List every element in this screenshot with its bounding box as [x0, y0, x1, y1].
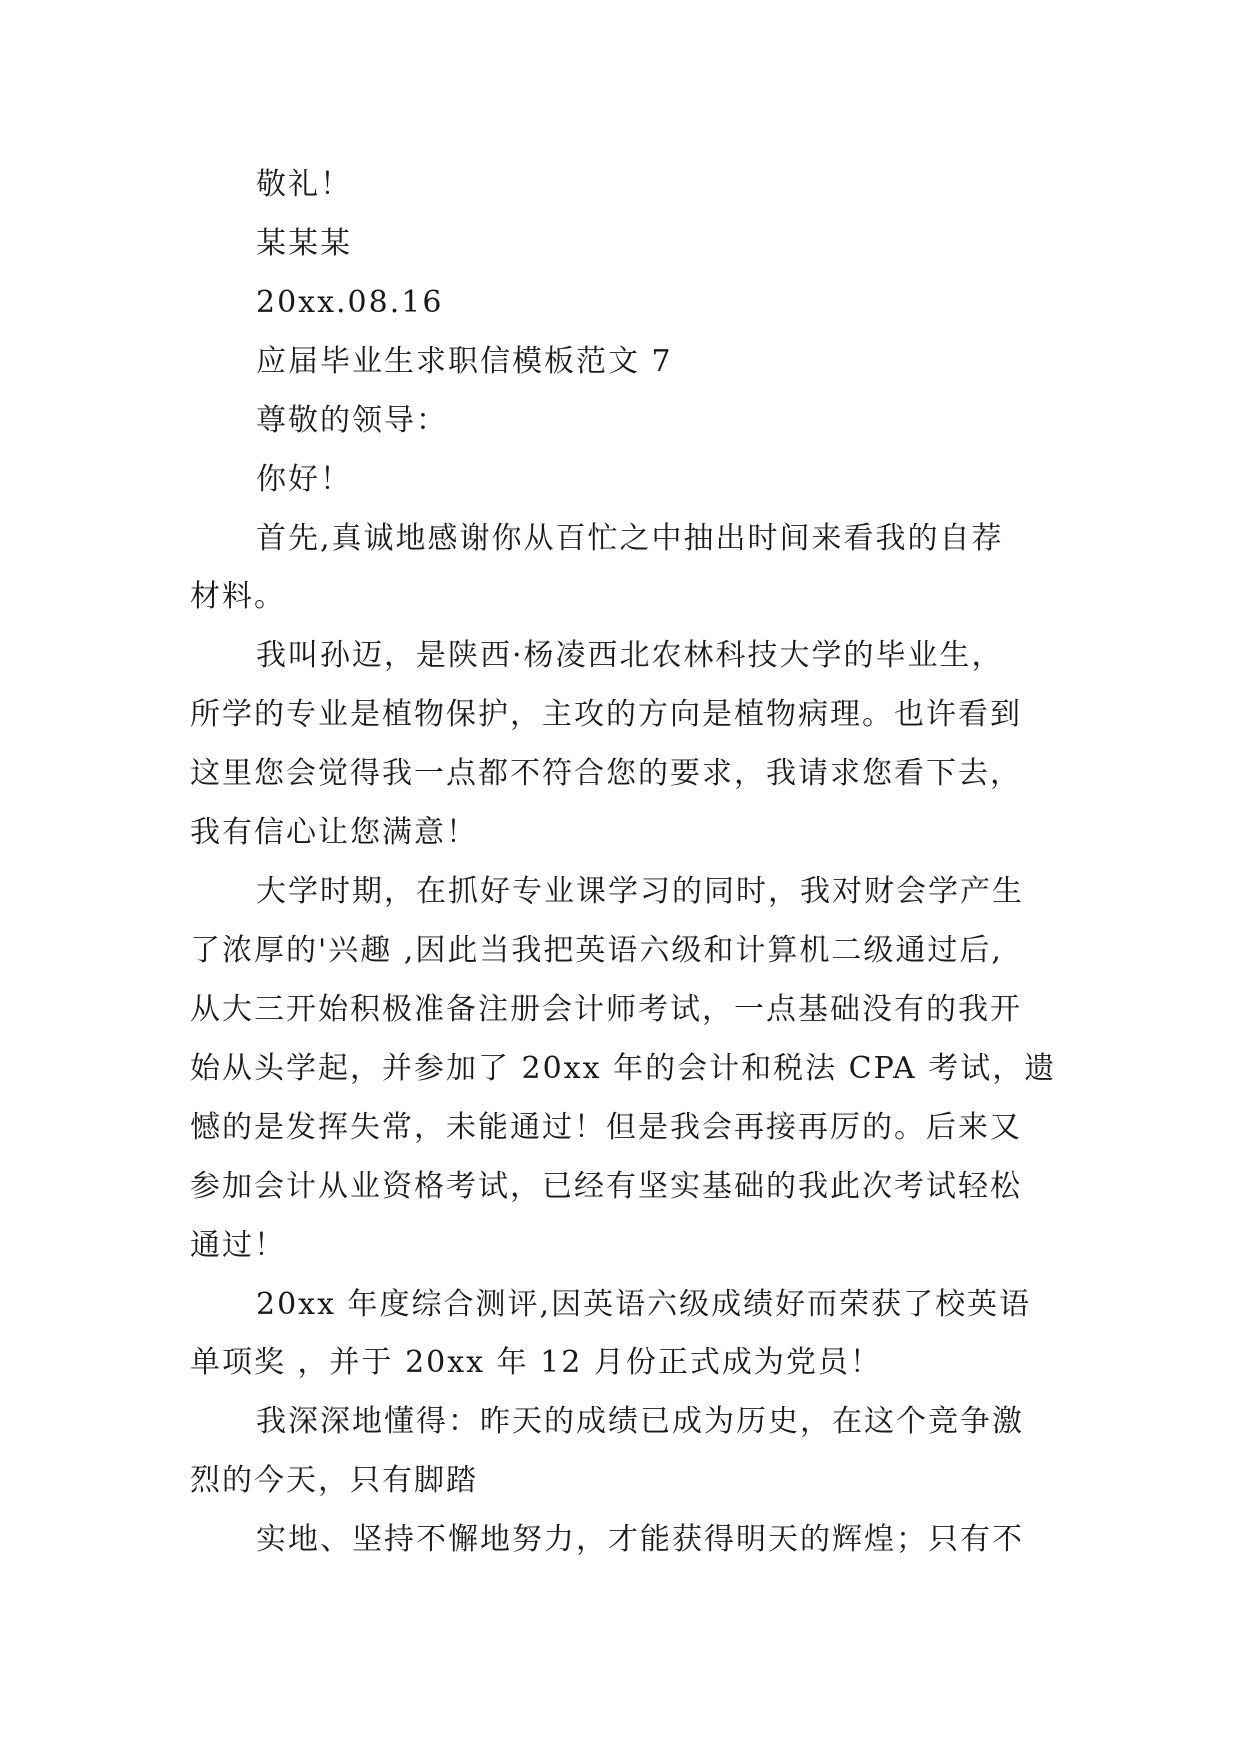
paragraph-2-line-4: 我有信心让您满意！: [190, 815, 478, 850]
greeting-line: 你好！: [256, 462, 352, 497]
paragraph-5-line-1: 我深深地懂得：昨天的成绩已成为历史，在这个竞争激: [256, 1404, 1024, 1439]
paragraph-3-line-1: 大学时期，在抓好专业课学习的同时，我对财会学产生: [256, 874, 1024, 909]
paragraph-2-line-2: 所学的专业是植物保护，主攻的方向是植物病理。也许看到: [190, 697, 1022, 732]
closing-line: 敬礼！: [256, 167, 352, 202]
date-line: 20xx.08.16: [256, 285, 444, 320]
signature-line: 某某某: [256, 226, 352, 261]
paragraph-1-line-2: 材料。: [190, 579, 286, 614]
paragraph-3-line-7: 通过！: [190, 1228, 286, 1263]
paragraph-6-line-1: 实地、坚持不懈地努力，才能获得明天的辉煌；只有不: [256, 1522, 1024, 1557]
paragraph-3-line-5: 憾的是发挥失常，未能通过！但是我会再接再厉的。后来又: [190, 1110, 1022, 1145]
paragraph-2-line-1: 我叫孙迈，是陕西·杨凌西北农林科技大学的毕业生，: [256, 638, 1004, 673]
paragraph-4-line-2: 单项奖 ，并于 20xx 年 12 月份正式成为党员！: [190, 1345, 882, 1380]
paragraph-3-line-4: 始从头学起，并参加了 20xx 年的会计和税法 CPA 考试，遗: [190, 1051, 1057, 1086]
paragraph-3-line-2: 了浓厚的'兴趣 ,因此当我把英语六级和计算机二级通过后,: [190, 933, 1003, 968]
paragraph-5-line-2: 烈的今天，只有脚踏: [190, 1463, 478, 1498]
paragraph-3-line-6: 参加会计从业资格考试，已经有坚实基础的我此次考试轻松: [190, 1169, 1022, 1204]
salutation-line: 尊敬的领导：: [256, 403, 448, 438]
paragraph-1-line-1: 首先,真诚地感谢你从百忙之中抽出时间来看我的自荐: [256, 521, 1004, 556]
paragraph-4-line-1: 20xx 年度综合测评,因英语六级成绩好而荣获了校英语: [256, 1287, 1032, 1322]
paragraph-2-line-3: 这里您会觉得我一点都不符合您的要求，我请求您看下去，: [190, 756, 1022, 791]
paragraph-3-line-3: 从大三开始积极准备注册会计师考试，一点基础没有的我开: [190, 992, 1022, 1027]
letter-heading: 应届毕业生求职信模板范文 7: [256, 344, 673, 379]
